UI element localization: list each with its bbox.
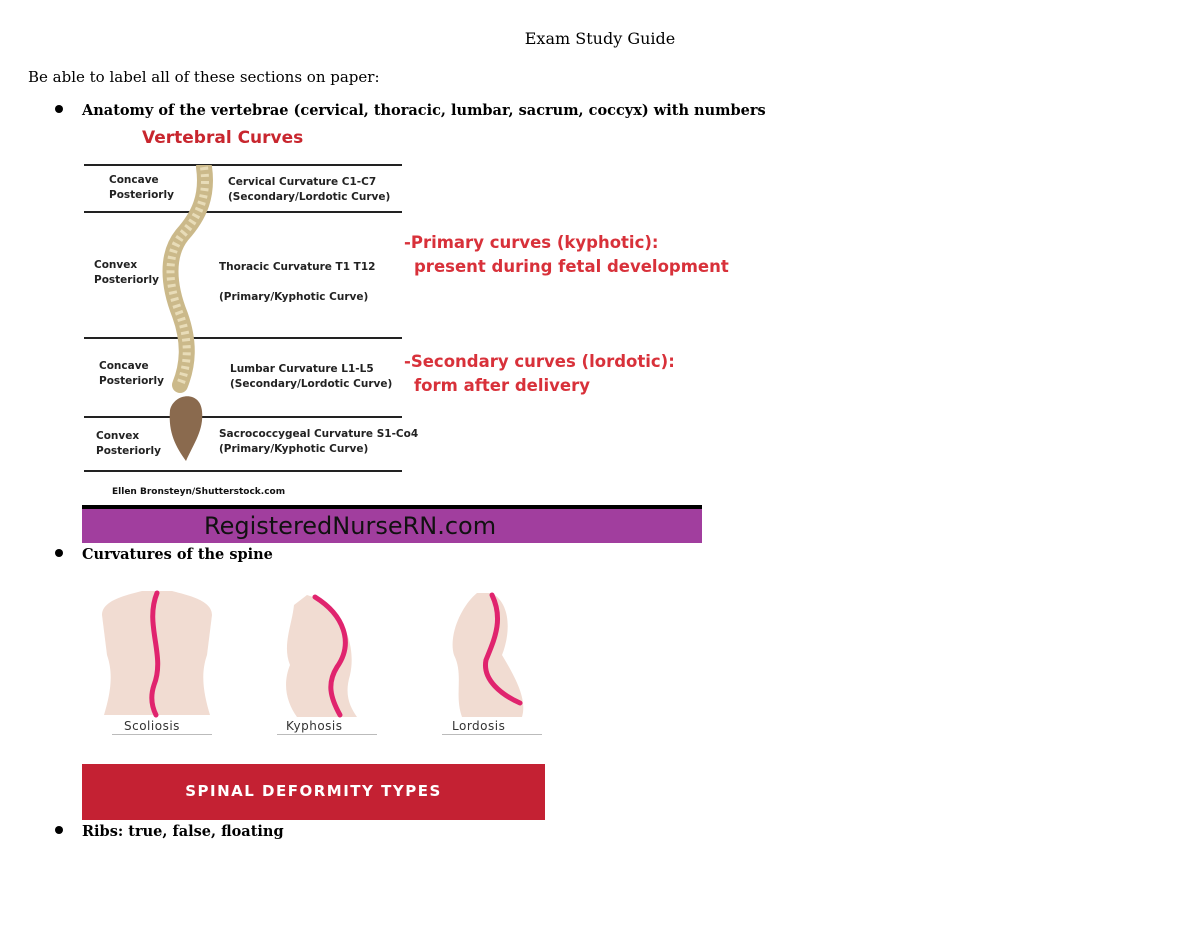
curvature-sacral: Sacrococcygeal Curvature S1-Co4 (Primary/Kyphotic Curve) [219, 428, 419, 455]
figure-title: Vertebral Curves [142, 128, 304, 148]
divider-5 [84, 470, 402, 472]
caption-lordosis: Lordosis [452, 719, 506, 733]
deformity-illustrations [82, 585, 547, 725]
caption-kyphosis: Kyphosis [286, 719, 343, 733]
posture-thoracic: Convex Posteriorly [94, 259, 159, 286]
curvature-cervical: Cervical Curvature C1-C7 (Secondary/Lordotic Curve) [228, 176, 391, 203]
deformity-banner-text: SPINAL DEFORMITY TYPES [185, 782, 442, 800]
bullet-vertebrae-anatomy: Anatomy of the vertebrae (cervical, thoracic, lumbar, sacrum, coccyx) with numbers [82, 102, 766, 119]
bullet-dot-1 [55, 105, 63, 113]
note-secondary-detail: form after delivery [414, 376, 591, 395]
intro-text: Be able to label all of these sections on paper: [28, 68, 380, 86]
bullet-ribs: Ribs: true, false, floating [82, 823, 284, 840]
document-title: Exam Study Guide [524, 29, 676, 48]
note-primary-heading: -Primary curves (kyphotic): [404, 233, 659, 252]
brand-text: RegisteredNurseRN.com [204, 512, 497, 540]
spinal-deformity-figure [82, 585, 547, 821]
note-primary-detail: present during fetal development [414, 257, 729, 276]
divider-1 [84, 164, 402, 166]
divider-2 [84, 211, 402, 213]
posture-sacral: Convex Posteriorly [96, 430, 161, 457]
posture-lumbar: Concave Posteriorly [99, 360, 164, 387]
caption-underline-1 [112, 734, 212, 735]
caption-underline-3 [442, 734, 542, 735]
kyphosis-torso [286, 595, 357, 717]
curvature-thoracic: Thoracic Curvature T1 T12 (Primary/Kyphotic Curve) [219, 261, 376, 303]
note-secondary-heading: -Secondary curves (lordotic): [404, 352, 675, 371]
vertebral-curves-figure [82, 125, 729, 545]
bullet-dot-2 [55, 549, 63, 557]
bullet-dot-3 [55, 826, 63, 834]
lordosis-torso [453, 593, 524, 717]
caption-scoliosis: Scoliosis [124, 719, 180, 733]
image-credit: Ellen Bronsteyn/Shutterstock.com [112, 487, 286, 497]
divider-4 [84, 416, 402, 418]
scoliosis-torso [102, 591, 212, 715]
bullet-curvatures: Curvatures of the spine [82, 546, 273, 563]
curvature-lumbar: Lumbar Curvature L1-L5 (Secondary/Lordotic Curve) [230, 363, 393, 390]
divider-3 [84, 337, 402, 339]
caption-underline-2 [277, 734, 377, 735]
spine-illustration [152, 165, 232, 465]
posture-cervical: Concave Posteriorly [109, 174, 174, 201]
